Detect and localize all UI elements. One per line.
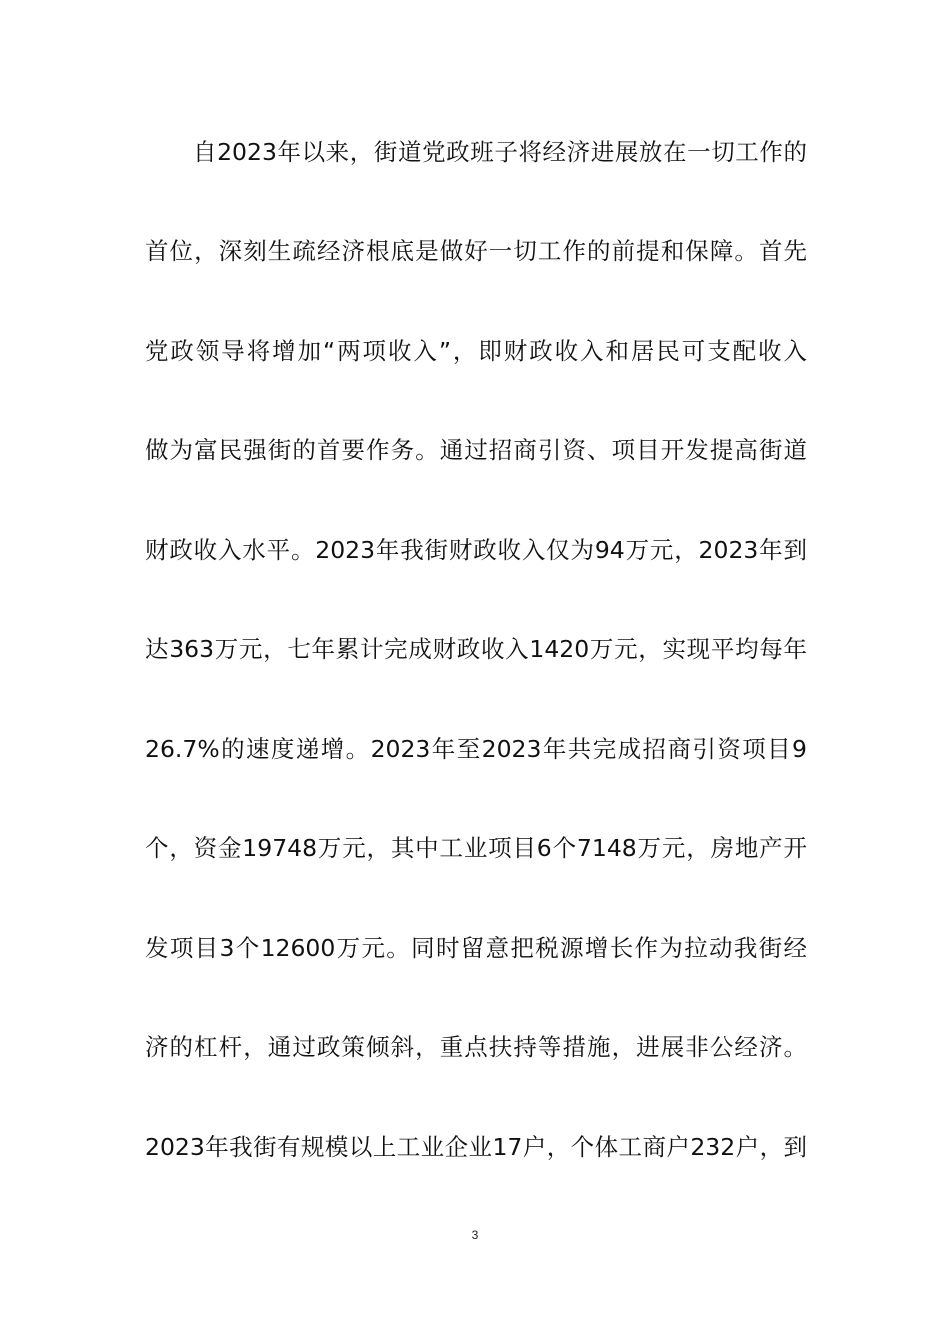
- paragraph-line-2: 首位，深刻生疏经济根底是做好一切工作的前提和保障。首先: [145, 237, 807, 265]
- paragraph-line-5: 财政收入水平。2023年我街财政收入仅为94万元，2023年到: [145, 536, 807, 564]
- paragraph-line-7: 26.7%的速度递增。2023年至2023年共完成招商引资项目9: [145, 735, 807, 763]
- paragraph-line-1: 自2023年以来，街道党政班子将经济进展放在一切工作的: [193, 138, 807, 166]
- page-number: 3: [471, 1228, 479, 1242]
- paragraph-line-8: 个，资金19748万元，其中工业项目6个7148万元，房地产开: [145, 834, 807, 862]
- paragraph-line-9: 发项目3个12600万元。同时留意把税源增长作为拉动我街经: [145, 934, 807, 962]
- paragraph-line-3: 党政领导将增加“两项收入”，即财政收入和居民可支配收入: [145, 337, 807, 365]
- paragraph-line-4: 做为富民强街的首要作务。通过招商引资、项目开发提高街道: [145, 436, 807, 464]
- paragraph-line-11: 2023年我街有规模以上工业企业17户，个体工商户232户，到: [145, 1133, 807, 1161]
- paragraph-line-10: 济的杠杆，通过政策倾斜，重点扶持等措施，进展非公经济。: [145, 1033, 807, 1061]
- paragraph-line-6: 达363万元，七年累计完成财政收入1420万元，实现平均每年: [145, 635, 807, 663]
